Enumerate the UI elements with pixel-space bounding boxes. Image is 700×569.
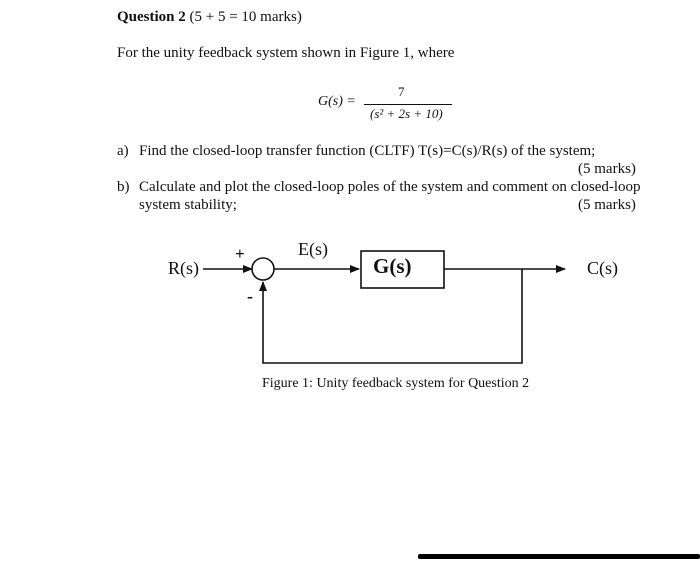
part-b-text-line1: Calculate and plot the closed-loop poles of the system and comment on closed-loop <box>139 179 641 195</box>
minus-sign: - <box>247 286 253 306</box>
part-a-text: Find the closed-loop transfer function (CLTF) T(s)=C(s)/R(s) of the system; <box>139 143 596 159</box>
part-b-label: b) <box>117 179 130 195</box>
scroll-indicator <box>418 554 700 559</box>
equation-numerator: 7 <box>398 84 405 99</box>
part-b-marks: (5 marks) <box>578 197 636 213</box>
part-b-text-line2: system stability; <box>139 197 237 213</box>
error-label: E(s) <box>298 239 328 259</box>
output-label: C(s) <box>587 258 618 278</box>
plant-label: G(s) <box>373 254 412 278</box>
question-marks: (5 + 5 = 10 marks) <box>189 9 302 25</box>
part-a-marks: (5 marks) <box>578 161 636 177</box>
question-intro: For the unity feedback system shown in Figure 1, where <box>117 45 455 61</box>
question-title: Question 2 <box>117 9 186 25</box>
plus-sign: + <box>235 244 245 263</box>
summing-junction <box>252 258 274 280</box>
figure-caption: Figure 1: Unity feedback system for Question 2 <box>262 376 530 391</box>
equation-denominator: (s² + 2s + 10) <box>370 106 443 121</box>
equation-lhs: G(s) = <box>318 94 356 109</box>
part-a-label: a) <box>117 143 129 159</box>
input-label: R(s) <box>168 258 199 278</box>
